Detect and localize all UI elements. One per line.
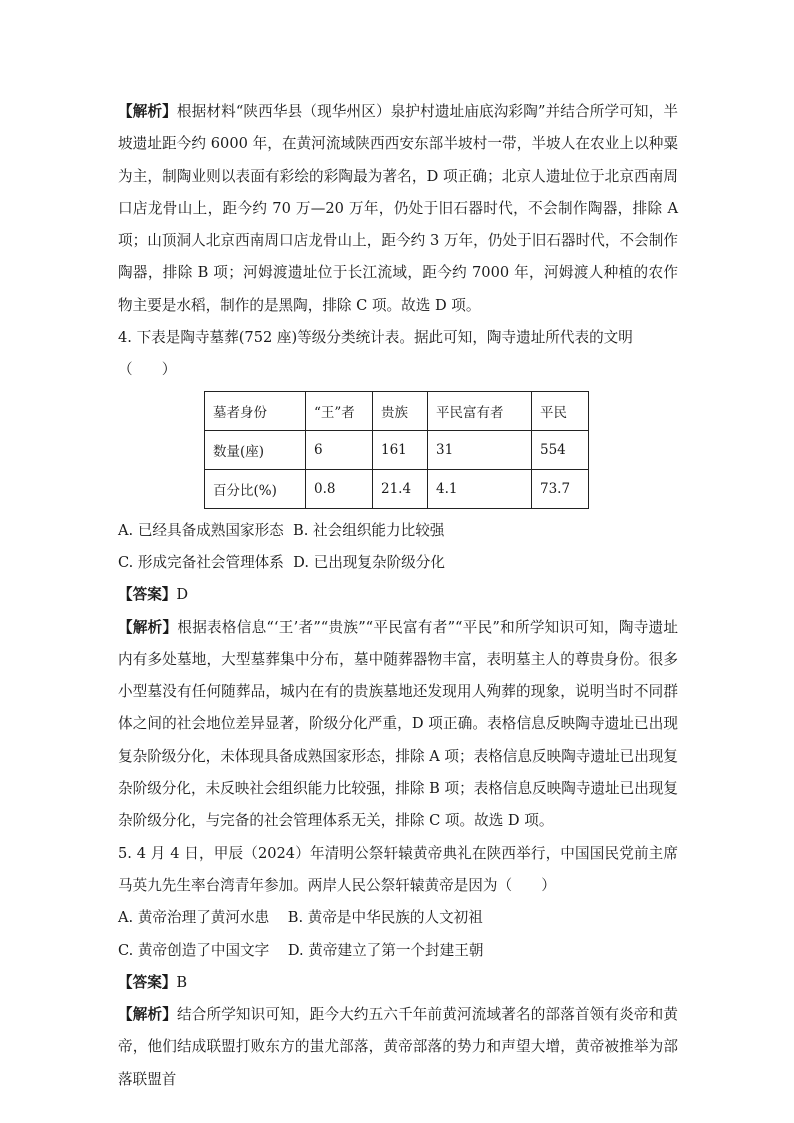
q5-options-line-1: A. 黄帝治理了黄河水患 B. 黄帝是中华民族的人文初祖 [118, 909, 483, 927]
analysis-label: 【解析】 [118, 618, 178, 636]
answer-label: 【答案】 [118, 586, 177, 604]
table-cell: “王”者 [306, 391, 373, 430]
table-cell: 161 [373, 430, 428, 469]
table-cell: 6 [306, 430, 373, 469]
answer-value: B [176, 973, 188, 991]
table-cell: 百分比(%) [205, 469, 306, 508]
answer-value: D [176, 586, 189, 604]
page-content [118, 96, 678, 1096]
analysis-text: 结合所学知识可知，距今大约五六千年前黄河流域著名的部落首领有炎帝和黄帝，他们结成联盟打败东方的蚩尤部落，黄帝部落的势力和声望大增，黄帝被推举为部落联盟首 [118, 1006, 678, 1088]
table-cell: 墓者身份 [205, 391, 306, 430]
table-cell: 31 [428, 430, 532, 469]
tomb-statistics-table [204, 391, 589, 509]
table-cell: 21.4 [373, 469, 428, 508]
table-cell: 贵族 [373, 391, 428, 430]
table-cell: 0.8 [306, 469, 373, 508]
table-row [205, 430, 589, 469]
table-cell: 平民富有者 [428, 391, 532, 430]
table-row [205, 469, 589, 508]
table-cell: 数量(座) [205, 430, 306, 469]
q3-analysis [118, 96, 678, 322]
table-cell: 4.1 [428, 469, 532, 508]
table-cell: 554 [532, 430, 589, 469]
analysis-label: 【解析】 [118, 103, 177, 120]
table-cell: 73.7 [532, 469, 589, 508]
q5-options-line-2: C. 黄帝创造了中国文字 D. 黄帝建立了第一个封建王朝 [118, 941, 484, 959]
q4-analysis [118, 612, 678, 838]
q5-stem: 5. 4 月 4 日，甲辰（2024）年清明公祭轩辕黄帝典礼在陕西举行，中国国民党前主席马英九先生率台湾青年参加。两岸人民公祭轩辕黄帝是因为（ ） [118, 844, 678, 894]
q4-answer [118, 579, 678, 611]
analysis-text: 根据表格信息“‘王’者”“贵族”“平民富有者”“平民”和所学知识可知，陶寺遗址内有多处墓地，大型墓葬集中分布，墓中随葬器物丰富，表明墓主人的尊贵身份。很多小型墓没有任何随葬品，城内在有的贵族墓地还发现用人殉葬的现象，说明当时不同群体之间的社会地位差异显著，阶级分化严重，D 项正确。表格信息反映陶寺遗址已出现复杂阶级分化，未体现具备成熟国家形态，排除 A 项；表格信息反映陶寺遗址已出现复杂阶级分化，未反映社会组织能力比较强，排除 B 项；表格信息反映陶寺遗址已出现复杂阶级分化，与完备的社会管理体系无关，排除 C 项。故选 D 项。 [118, 618, 678, 830]
answer-label: 【答案】 [118, 973, 177, 991]
table-row [205, 391, 589, 430]
analysis-text: 根据材料“陕西华县（现华州区）泉护村遗址庙底沟彩陶”并结合所学可知，半坡遗址距今约 6000 年，在黄河流域陕西西安东部半坡村一带，半坡人在农业上以种粟为主，制陶业则以表面有彩绘的彩陶最为著名，D 项正确；北京人遗址位于北京西南周口店龙骨山上，距今约 70 万—20 万年，仍处于旧石器时代，不会制作陶器，排除 A 项；山顶洞人北京西南周口店龙骨山上，距今约 3 万年，仍处于旧石器时代，不会制作陶器，排除 B 项；河姆渡遗址位于长江流域，距今约 7000 年，河姆渡人种植的农作物主要是水稻，制作的是黑陶，排除 C 项。故选 D 项。 [118, 103, 678, 314]
analysis-label: 【解析】 [118, 1006, 177, 1024]
q4-stem: 4. 下表是陶寺墓葬(752 座)等级分类统计表。据此可知，陶寺遗址所代表的文明（ ） [118, 329, 633, 379]
table-cell: 平民 [532, 391, 589, 430]
q5-answer [118, 967, 678, 999]
q4-options-line-1: A. 已经具备成熟国家形态 B. 社会组织能力比较强 [118, 521, 445, 539]
q5-analysis [118, 999, 678, 1096]
q4-options-line-2: C. 形成完备社会管理体系 D. 已出现复杂阶级分化 [118, 553, 445, 571]
